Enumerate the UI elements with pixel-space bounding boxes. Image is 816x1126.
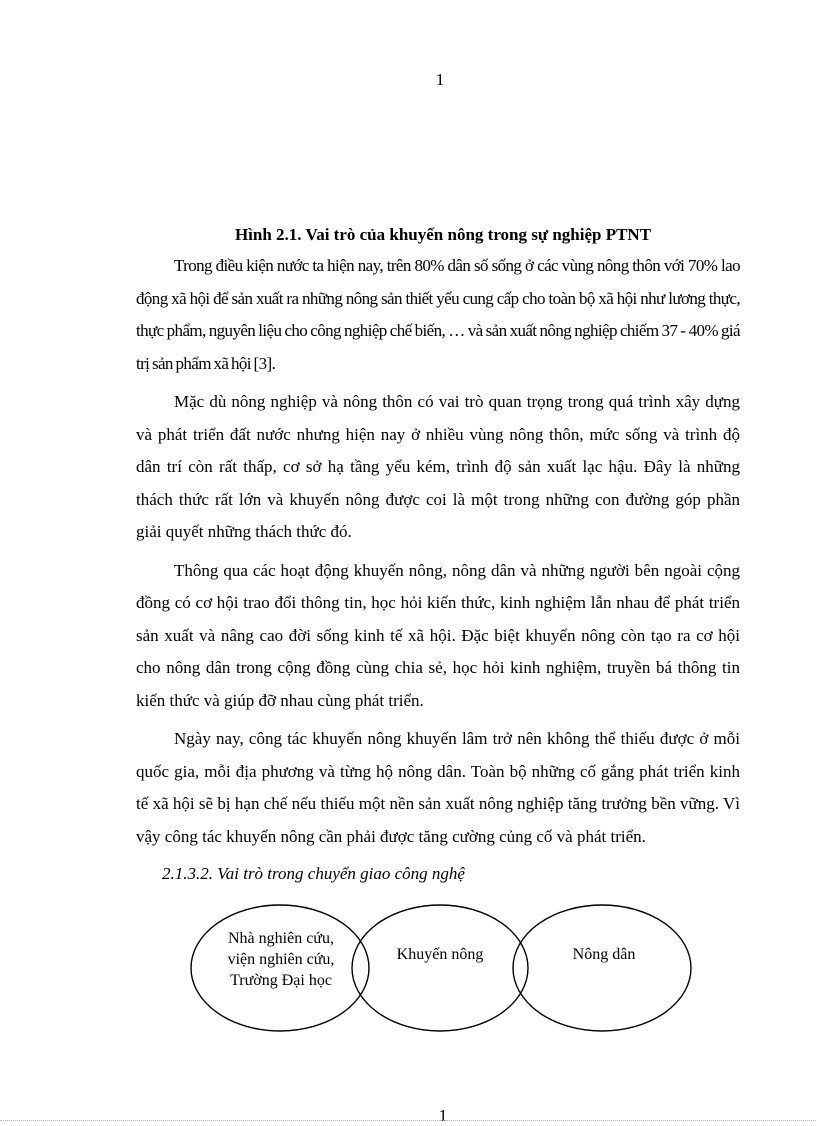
circle-farmers [513,905,691,1031]
paragraph-1: Trong điều kiện nước ta hiện nay, trên 80% dân số sống ở các vùng nông thôn với 70% lao động xã hội để sản xuất ra những nông sản thiết yếu cung cấp cho toàn bộ xã hội như lương thực, thực phẩm, nguyên liệu cho công nghiệp chế biến, … và sản xuất nông nghiệp chiếm 37 - 40% giá trị sản phẩm xã hội [3]. [136,256,740,373]
node-extension-label: Khuyến nông [396,946,484,963]
paragraph-3: Thông qua các hoạt động khuyến nông, nông dân và những người bên ngoài cộng đồng có cơ hội trao đổi thông tin, học hỏi kiến thức, kinh nghiệm lẫn nhau để phát triển sản xuất và nâng cao đời sống kinh tế xã hội. Đặc biệt khuyến nông còn tạo ra cơ hội cho nông dân trong cộng đồng cùng chia sẻ, học hỏi kinh nghiệm, truyền bá thông tin kiến thức và giúp đỡ nhau cùng phát triển. [136,560,740,710]
node-farmers-label: Nông dân [572,946,636,963]
circle-extension [352,905,528,1031]
node-research-institutions-label: Nhà nghiên cứu, viện nghiên cứu, Trường Đại học [227,930,335,989]
body-text [136,250,740,859]
paragraph-4: Ngày nay, công tác khuyến nông khuyến lâm trở nên không thể thiếu được ở mỗi quốc gia, mỗi địa phương và từng hộ nông dân. Toàn bộ những cố gắng phát triển kinh tế xã hội sẽ bị hạn chế nếu thiếu một nền sản xuất nông nghiệp tăng trưởng bền vững. Vì vậy công tác khuyến nông cần phải được tăng cường củng cố và phát triển. [136,729,740,846]
section-subheading: 2.1.3.2. Vai trò trong chuyển giao công nghệ [162,864,465,883]
footer-divider [0,1120,816,1121]
page-number-bottom: 1 [438,1106,448,1125]
page-number-top: 1 [435,70,445,89]
figure-caption: Hình 2.1. Vai trò của khuyến nông trong sự nghiệp PTNT [234,225,652,244]
paragraph-2: Mặc dù nông nghiệp và nông thôn có vai trò quan trọng trong quá trình xây dựng và phát triển đất nước nhưng hiện nay ở nhiều vùng nông thôn, mức sống và trình độ dân trí còn rất thấp, cơ sở hạ tầng yếu kém, trình độ sản xuất lạc hậu. Đây là những thách thức rất lớn và khuyến nông được coi là một trong những con đường góp phần giải quyết những thách thức đó. [136,392,740,541]
